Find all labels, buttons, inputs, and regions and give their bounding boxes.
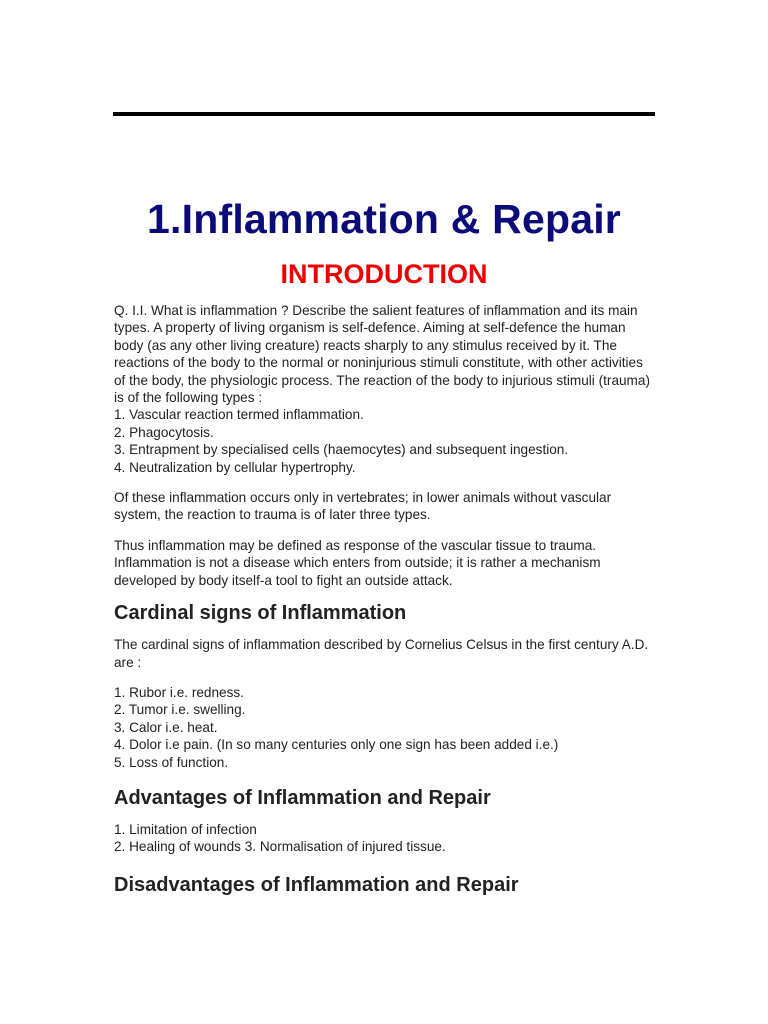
list-item: 2. Tumor i.e. swelling. — [114, 702, 246, 718]
cardinal-intro-paragraph: The cardinal signs of inflammation described by Cornelius Celsus in the first century A.D. are : — [114, 637, 649, 670]
list-item: 1. Limitation of infection — [114, 821, 257, 837]
list-item: 2. Healing of wounds 3. Normalisation of injured tissue. — [114, 839, 446, 855]
definition-paragraph: Thus inflammation may be defined as response of the vascular tissue to trauma. Inflammation is not a disease which enters from outside; it is rather a mechanism developed by body itself-a tool to fight an outside attack. — [114, 537, 601, 588]
list-item: 5. Loss of function. — [114, 754, 229, 770]
list-item: 3. Entrapment by specialised cells (haemocytes) and subsequent ingestion. — [114, 442, 569, 458]
list-item: 2. Phagocytosis. — [114, 424, 214, 440]
list-item: 4. Neutralization by cellular hypertrophy. — [114, 459, 356, 475]
advantages-list — [114, 821, 654, 856]
cardinal-signs-heading: Cardinal signs of Inflammation — [114, 602, 407, 625]
top-horizontal-rule — [113, 112, 655, 116]
cardinal-signs-list — [114, 684, 654, 771]
advantages-heading: Advantages of Inflammation and Repair — [114, 786, 491, 809]
list-item: 3. Calor i.e. heat. — [114, 719, 218, 735]
intro-paragraph: Q. I.I. What is inflammation ? Describe the salient features of inflammation and its main types. A property of living organism is self-defence. Aiming at self-defence the human body (as any other living creature) reacts sharply to any stimulus received by it. The reactions of the body to the normal or noninjurious stimuli constitute, with other activities of the body, the physiologic process. The reaction of the body to injurious stimuli (trauma) is of the following types : — [114, 303, 650, 406]
list-item: 1. Rubor i.e. redness. — [114, 684, 244, 700]
reaction-types-list — [114, 406, 654, 476]
vertebrates-paragraph: Of these inflammation occurs only in vertebrates; in lower animals without vascular system, the reaction to trauma is of later three types. — [114, 490, 612, 523]
document-title: 1.Inflammation & Repair — [147, 196, 621, 242]
list-item: 4. Dolor i.e pain. (In so many centuries only one sign has been added i.e.) — [114, 737, 559, 753]
introduction-heading: INTRODUCTION — [280, 259, 488, 289]
disadvantages-heading: Disadvantages of Inflammation and Repair — [114, 873, 519, 896]
list-item: 1. Vascular reaction termed inflammation. — [114, 407, 364, 423]
document-content — [114, 190, 654, 899]
